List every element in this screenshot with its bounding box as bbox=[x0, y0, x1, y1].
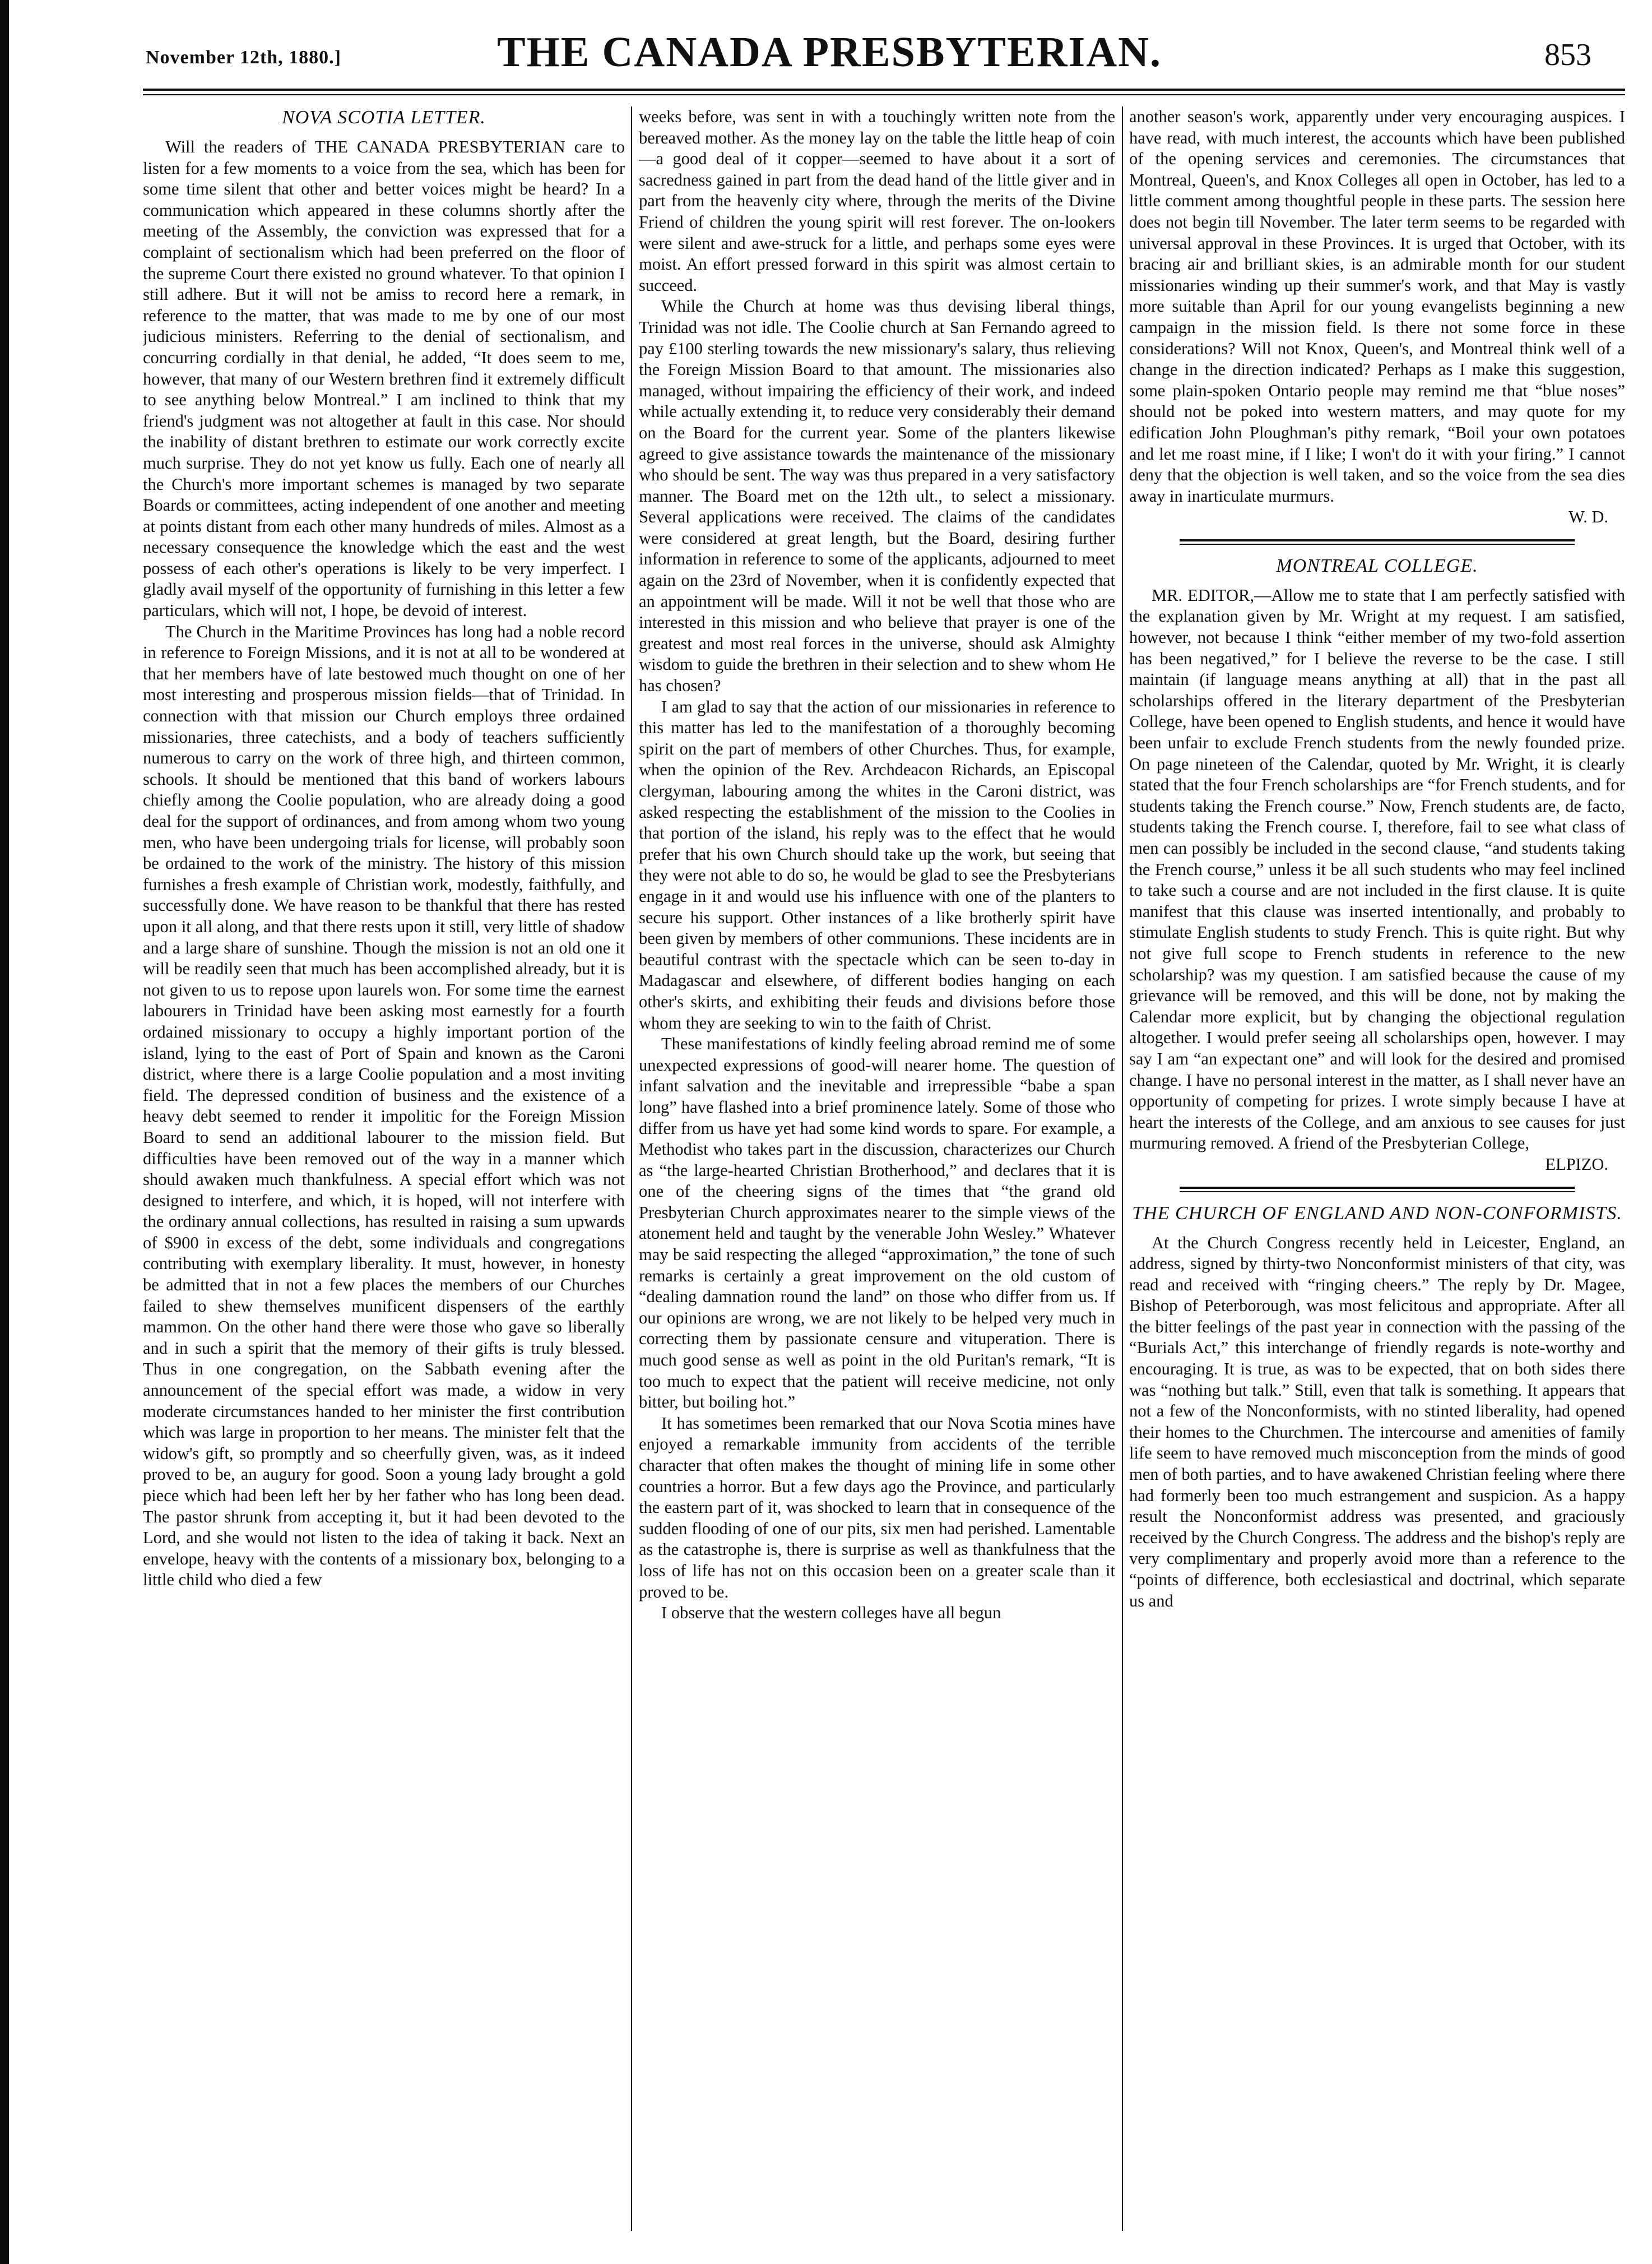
masthead-title: THE CANADA PRESBYTERIAN. bbox=[496, 29, 1162, 76]
column-1 bbox=[143, 107, 625, 2231]
section-separator bbox=[1180, 1187, 1575, 1192]
section-separator bbox=[1180, 539, 1575, 545]
paragraph: It has sometimes been remarked that our Nova Scotia mines have enjoyed a remarkable immunity from accidents of the terrible character that often makes the thought of mining life in some other countries a horror. But a few days ago the Province, and particularly the eastern part of it, was shocked to learn that in consequence of the sudden flooding of one of our pits, six men had perished. Lamentable as the catastrophe is, there is surprise as well as thankfulness that the loss of life has not on this occasion been on a greater scale than it proved to be. bbox=[639, 1413, 1115, 1601]
paragraph: The Church in the Maritime Provinces has long had a noble record in reference to Foreign Missions, and it is not at all to be wondered at that her members have of late bestowed much thought on one of her most interesting and prosperous mission fields—that of Trinidad. In connection with that mission our Church employs three ordained missionaries, three catechists, and a body of teachers sufficiently numerous to carry on the work of three high, and thirteen common, schools. It should be mentioned that this band of workers labours chiefly among the Coolie population, who are already doing a good deal for the support of ordinances, and from among whom two young men, who have been undergoing trials for license, will probably soon be ordained to the work of the ministry. The history of this mission furnishes a fresh example of Christian work, modestly, faithfully, and successfully done. We have reason to be thankful that there has rested upon it all along, and that there rests upon it still, very little of shadow and a large share of sunshine. Though the mission is not an old one it will be readily seen that much has been accomplished already, but it is not given to us to repose upon laurels won. For some time the earnest labourers in Trinidad have been asking most earnestly for a fourth ordained missionary to occupy a highly important portion of the island, lying to the east of Port of Spain and known as the Caroni district, where there is a large Coolie population and a most inviting field. The depressed condition of business and the existence of a heavy debt seemed to render it impolitic for the Foreign Mission Board to send an additional labourer to the mission field. But difficulties have been removed out of the way in a manner which should awaken much thankfulness. A special effort which was not designed to interfere, and which, it is hoped, will not interfere with the ordinary annual collections, has resulted in raising a sum upwards of $900 in excess of the debt, some individuals and congregations contributing with exemplary liberality. It must, however, in honesty be admitted that in not a few places the members of our Churches failed to shew themselves munificent dispensers of the earthly mammon. On the other hand there were those who gave so liberally and in such a spirit that the memory of their gifts is truly blessed. Thus in one congregation, on the Sabbath evening after the announcement of the special effort was made, a widow in very moderate circumstances handed to her minister the first contribution which was large in proportion to her means. The minister felt that the widow's gift, so promptly and so cheerfully given, was, as it indeed proved to be, an augury for good. Soon a young lady brought a gold piece which had been left her by her father who has long been dead. The pastor shrunk from accepting it, but it had been devoted to the Lord, and she would not listen to the idea of taking it back. Next an envelope, heavy with the contents of a missionary box, belonging to a little child who died a few bbox=[143, 622, 625, 1590]
page-header bbox=[34, 22, 1625, 90]
paragraph: weeks before, was sent in with a touchingly written note from the bereaved mother. As the money lay on the table the little heap of coin—a good deal of it copper—seemed to have about it a sort of sacredness gained in part from the dead hand of the little giver and in part from the heavenly city where, through the merits of the Divine Friend of children the young spirit will rest forever. The on-lookers were silent and awe-struck for a little, and perhaps some eyes were moist. An effort pressed forward in this spirit was almost certain to succeed. bbox=[639, 107, 1115, 295]
column-divider bbox=[1122, 107, 1123, 2231]
article-title-nova-scotia-letter: NOVA SCOTIA LETTER. bbox=[282, 107, 486, 128]
paragraph: At the Church Congress recently held in Leicester, England, an address, signed by thirty-two Nonconformist ministers of that city, was read and received with “ringing cheers.” The reply by Dr. Magee, Bishop of Peterborough, was most felicitous and appropriate. After all the bitter feelings of the past year in connection with the passing of the “Burials Act,” this interchange of friendly regards is note-worthy and encouraging. It is true, as was to be expected, that on both sides there was “nothing but talk.” Still, even that talk is something. It appears that not a few of the Nonconformists, with no stinted liberality, had opened their homes to the Churchmen. The intercourse and amenities of family life seem to have removed much misconception from the minds of good men of both parties, and to have awakened Christian feeling where there had formerly been too much estrangement and suspicion. As a happy result the Nonconformist address was presented, and graciously received by the Church Congress. The address and the bishop's reply are very complimentary and properly avoid more than a reference to the “points of difference, both ecclesiastical and doctrinal, which separate us and bbox=[1129, 1233, 1625, 1610]
column-divider bbox=[631, 107, 632, 2231]
page-number: 853 bbox=[1544, 38, 1591, 72]
issue-date: November 12th, 1880.] bbox=[146, 47, 341, 68]
paragraph: I observe that the western colleges have all begun bbox=[661, 1603, 1001, 1623]
column-3 bbox=[1129, 107, 1625, 2231]
header-rule-thin bbox=[143, 94, 1625, 95]
paragraph: another season's work, apparently under very encouraging auspices. I have read, with much interest, the accounts which have been published of the opening services and ceremonies. The circumstances that Montreal, Queen's, and Knox Colleges all open in October, has led to a little comment among thoughtful people in these parts. The session here does not begin till November. The later term seems to be regarded with universal approval in these Provinces. It is urged that October, with its bracing air and brilliant skies, is an admirable month for our student missionaries winding up their summer's work, and that May is vastly more suitable than April for our young evangelists beginning a new campaign in the mission field. Is there not some force in these considerations? Will not Knox, Queen's, and Montreal think well of a change in the direction indicated? Perhaps as I make this suggestion, some plain-spoken Ontario people may remind me that “blue noses” should not be poked into western matters, and may quote for my edification John Ploughman's pithy remark, “Boil your own potatoes and let me roast mine, if I like; I won't do it with your firing.” I cannot deny that the objection is well taken, and so the voice from the sea dies away in inarticulate murmurs. bbox=[1129, 107, 1625, 506]
newspaper-page bbox=[34, 22, 1625, 2242]
article-title-church-of-england: THE CHURCH OF ENGLAND AND NON-CONFORMISTS. bbox=[1132, 1202, 1622, 1224]
header-rule bbox=[143, 89, 1625, 91]
scan-edge bbox=[0, 0, 9, 2264]
column-2 bbox=[639, 107, 1115, 2231]
paragraph: Will the readers of THE CANADA PRESBYTERIAN care to listen for a few moments to a voice from the sea, which has been for some time silent that other and better voices might be heard? In a communication which appeared in these columns shortly after the meeting of the Assembly, the conviction was expressed that for a complaint of sectionalism which had been preferred on the floor of the supreme Court there existed no ground whatever. To that opinion I still adhere. But it will not be amiss to record here a remark, in reference to the matter, that was made to me by one of our most judicious ministers. Referring to the denial of sectionalism, and concurring cordially in that denial, he added, “It does seem to me, however, that many of our Western brethren find it extremely difficult to see anything below Montreal.” I am inclined to think that my friend's judgment was not altogether at fault in this case. Nor should the inability of distant brethren to estimate our work correctly excite much surprise. They do not yet know us fully. Each one of nearly all the Church's more important schemes is managed by two separate Boards or committees, acting independent of one another and meeting at points distant from each other many hundreds of miles. Almost as a necessary consequence the knowledge which the east and the west possess of each other's operations is likely to be very imperfect. I gladly avail myself of the opportunity of furnishing in this letter a few particulars, which will not, I hope, be devoid of interest. bbox=[143, 137, 625, 621]
paragraph: While the Church at home was thus devising liberal things, Trinidad was not idle. The Coolie church at San Fernando agreed to pay £100 sterling towards the new missionary's salary, thus relieving the Foreign Mission Board to that amount. The missionaries also managed, without impairing the efficiency of their work, and indeed while actually extending it, to reduce very considerably their demand on the Board for the current year. Some of the planters likewise agreed to give assistance towards the maintenance of the missionary who should be sent. The way was thus prepared in a very satisfactory manner. The Board met on the 12th ult., to select a missionary. Several applications were received. The claims of the candidates were considered at great length, but the Board, desiring further information in reference to some of the applicants, adjourned to meet again on the 23rd of November, when it is confidently expected that an appointment will be made. Will it not be well that those who are interested in this mission and who believe that prayer is one of the greatest and most real forces in the universe, should ask Almighty wisdom to guide the brethren in their selection and to shew whom He has chosen? bbox=[639, 297, 1115, 696]
paragraph: I am glad to say that the action of our missionaries in reference to this matter has led to the manifestation of a thoroughly becoming spirit on the part of members of other Churches. Thus, for example, when the opinion of the Rev. Archdeacon Richards, an Episcopal clergyman, labouring among the whites in the Caroni district, was asked respecting the establishment of the mission to the Coolies in that portion of the island, his reply was to the effect that he would prefer that his own Church should take up the work, but seeing that they were not able to do so, he would be glad to see the Presbyterians engage in it and would use his influence with one of the planters to secure his support. Other instances of a like brotherly spirit have been given by members of other communions. These incidents are in beautiful contrast with the spectacle which can be seen to-day in Madagascar and elsewhere, of different bodies hanging on each other's skirts, and exhibiting their feuds and divisions before those whom they are seeking to win to the faith of Christ. bbox=[639, 697, 1115, 1033]
article-title-montreal-college: MONTREAL COLLEGE. bbox=[1276, 555, 1478, 576]
signature-wd: W. D. bbox=[1569, 507, 1608, 527]
paragraph: These manifestations of kindly feeling abroad remind me of some unexpected expressions of good-will nearer home. The question of infant salvation and the inevitable and irrepressible “babe a span long” have flashed into a brief prominence lately. Some of those who differ from us have yet had some kind words to spare. For example, a Methodist who takes part in the discussion, characterizes our Church as “the large-hearted Christian Brotherhood,” and declares that it is one of the cheering signs of the times that “the grand old Presbyterian Church approximates nearer to the simple views of the atonement held and taught by the venerable John Wesley.” Whatever may be said respecting the alleged “approximation,” the tone of such remarks is certainly a great improvement on the old custom of “dealing damnation round the land” on those who differ from us. If our opinions are wrong, we are not likely to be helped very much in correcting them by passionate censure and vituperation. There is much good sense as well as point in the old Puritan's remark, “It is too much to expect that the patient will receive medicine, not only bitter, but boiling hot.” bbox=[639, 1034, 1115, 1412]
paragraph: MR. EDITOR,—Allow me to state that I am perfectly satisfied with the explanation given by Mr. Wright at my request. I am satisfied, however, not because I think “either member of my two-fold assertion has been negatived,” for I believe the reverse to be the case. I still maintain (if language means anything at all) that in the past all scholarships offered in the literary department of the Presbyterian College, have been opened to English students, and hence it would have been unfair to exclude French students from the newly founded prize. On page nineteen of the Calendar, quoted by Mr. Wright, it is clearly stated that the four French scholarships are “for French students, and for students taking the French course.” Now, French students are, de facto, students taking the French course. I, therefore, fail to see what class of men can possibly be included in the second clause, “and students taking the French course,” unless it be all such students who may feel inclined to take such a course and are not included in the first clause. It is quite manifest that this clause was inserted intentionally, and probably to stimulate English students to study French. This is quite right. But why not give full scope to French students in reference to the new scholarship? was my question. I am satisfied because the cause of my grievance will be removed, and this will be done, not by making the Calendar more explicit, but by changing the objectional regulation altogether. I would prefer seeing all scholarships open, however. I may say I am “an expectant one” and will look for the desired and promised change. I have no personal interest in the matter, as I shall never have an opportunity of competing for prizes. I wrote simply because I have at heart the interests of the College, and am anxious to see causes for just murmuring removed. A friend of the Presbyterian College, bbox=[1129, 585, 1625, 1153]
signature-elpizo: ELPIZO. bbox=[1545, 1154, 1608, 1174]
